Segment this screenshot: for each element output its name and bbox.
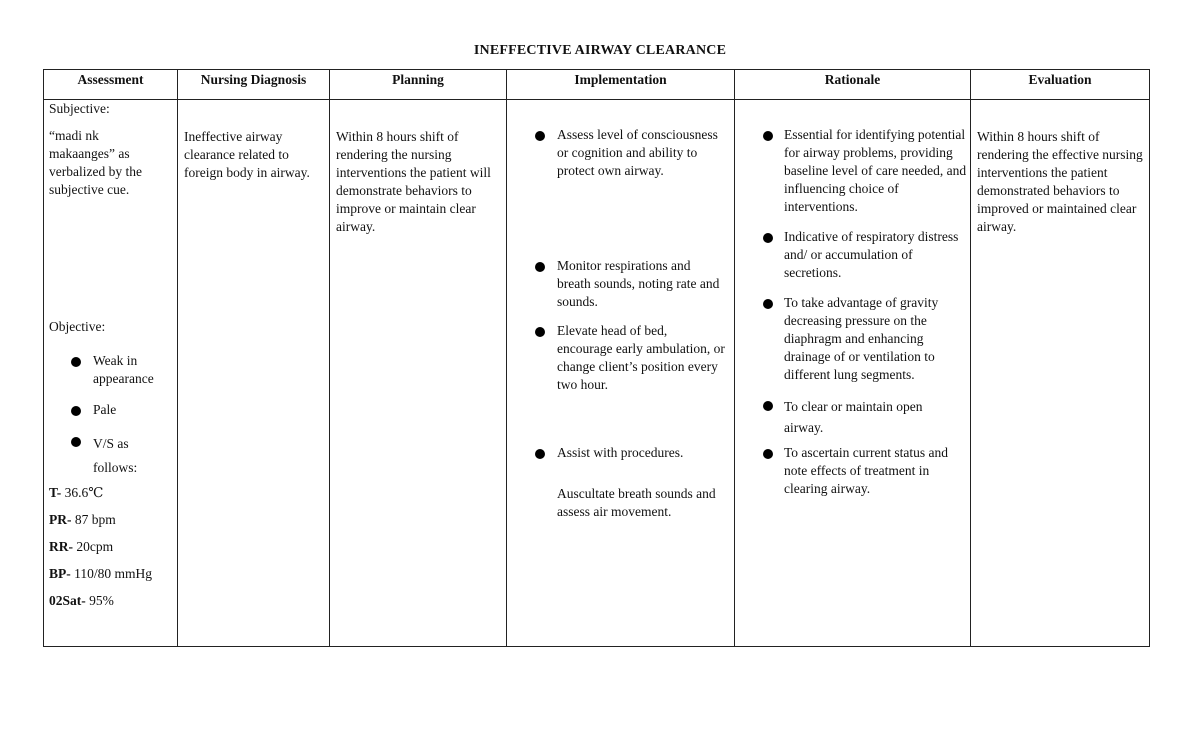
bullet-icon <box>535 262 545 272</box>
objective-label: Objective: <box>49 319 106 334</box>
document-title: INEFFECTIVE AIRWAY CLEARANCE <box>473 43 727 58</box>
header-implementation: Implementation <box>507 70 735 100</box>
rationale-item: To ascertain current status and note effects of treatment in clearing airway. <box>763 444 968 498</box>
bullet-icon <box>763 131 773 141</box>
implementation-item: Assess level of consciousness or cognition and ability to protect own airway. <box>535 126 725 180</box>
objective-item: Weak in appearance <box>71 352 169 388</box>
objective-item: Pale <box>71 401 169 419</box>
implementation-item: Elevate head of bed, encourage early ambulation, or change client’s position every two hour. <box>535 322 725 394</box>
implementation-item: Monitor respirations and breath sounds, noting rate and sounds. <box>535 257 725 311</box>
rationale-item: To take advantage of gravity decreasing pressure on the diaphragm and enhancing drainage of or ventilation to different lung segments. <box>763 294 968 384</box>
vital-sign-temperature: T- 36.6℃ <box>49 485 104 500</box>
vital-sign-oxygen-saturation: 02Sat- 95% <box>49 593 114 608</box>
header-rationale: Rationale <box>735 70 971 100</box>
vital-sign-blood-pressure: BP- 110/80 mmHg <box>49 566 153 581</box>
rationale-cell <box>735 100 971 647</box>
subjective-cue: “madi nk makaanges” as verbalized by the subjective cue. <box>49 128 142 197</box>
vital-sign-pulse: PR- 87 bpm <box>49 512 116 527</box>
implementation-item: Assist with procedures. <box>535 444 725 462</box>
bullet-icon <box>71 437 81 447</box>
rationale-item: Essential for identifying potential for airway problems, providing baseline level of care needed, and influencing choice of interventions. <box>763 126 968 216</box>
bullet-icon <box>71 357 81 367</box>
rationale-item: Indicative of respiratory distress and/ or accumulation of secretions. <box>763 228 968 282</box>
nursing-diagnosis-cell <box>178 100 330 647</box>
assessment-cell <box>44 100 178 647</box>
header-planning: Planning <box>330 70 507 100</box>
header-assessment: Assessment <box>44 70 178 100</box>
bullet-icon <box>763 299 773 309</box>
bullet-icon <box>535 449 545 459</box>
subjective-label: Subjective: <box>49 101 110 116</box>
care-plan-table <box>43 69 1150 647</box>
objective-item: V/S as follows: <box>71 432 143 480</box>
content-row <box>44 100 1150 647</box>
bullet-icon <box>763 401 773 411</box>
evaluation-text: Within 8 hours shift of rendering the effective nursing interventions the patient demonstrated behaviors to improved or maintained clear airway. <box>977 129 1143 234</box>
planning-cell <box>330 100 507 647</box>
bullet-icon <box>763 449 773 459</box>
planning-text: Within 8 hours shift of rendering the nursing interventions the patient will demonstrate behaviors to improve or maintain clear airway. <box>336 129 491 234</box>
bullet-icon <box>71 406 81 416</box>
implementation-cell <box>507 100 735 647</box>
evaluation-cell <box>971 100 1150 647</box>
bullet-icon <box>535 131 545 141</box>
rationale-item: To clear or maintain open airway. <box>763 396 938 438</box>
implementation-extra: Auscultate breath sounds and assess air movement. <box>557 486 716 519</box>
header-row <box>44 70 1150 100</box>
bullet-icon <box>535 327 545 337</box>
vital-sign-respiration: RR- 20cpm <box>49 539 114 554</box>
header-nursing-diagnosis: Nursing Diagnosis <box>178 70 330 100</box>
header-evaluation: Evaluation <box>971 70 1150 100</box>
nursing-diagnosis-text: Ineffective airway clearance related to foreign body in airway. <box>184 129 310 180</box>
bullet-icon <box>763 233 773 243</box>
